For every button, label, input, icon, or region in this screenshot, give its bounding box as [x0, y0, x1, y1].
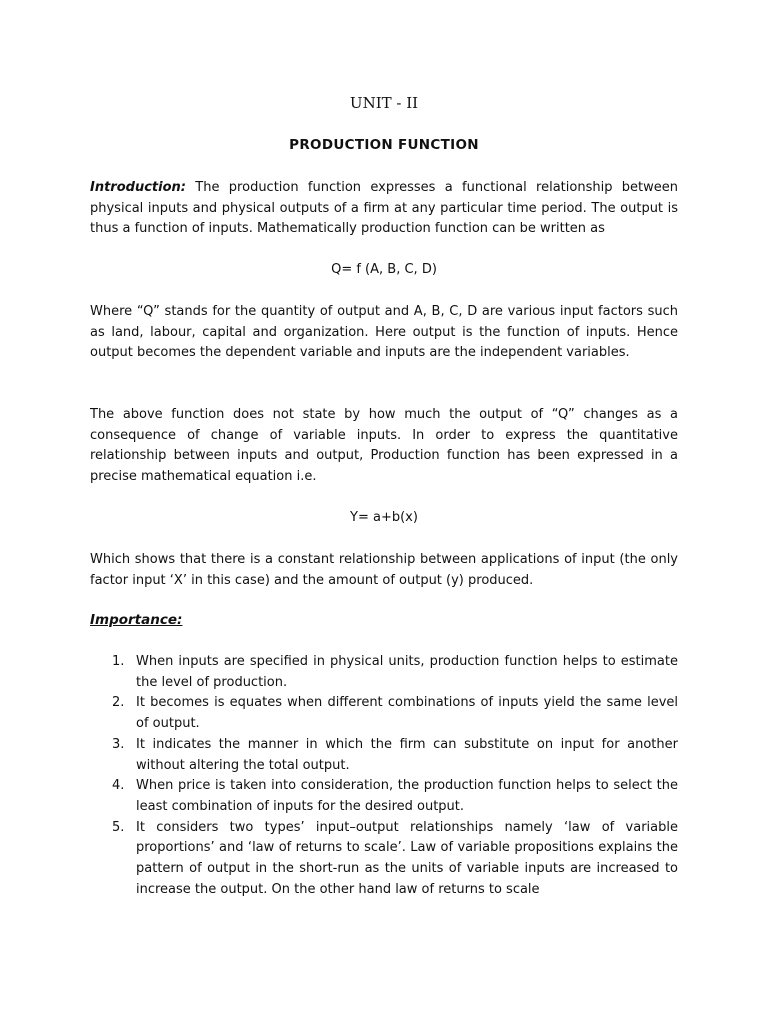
- above-function-paragraph: The above function does not state by how much the output of “Q” changes as a consequence of change of variable inputs. In order to express the quantitative relationship between inputs and output, Production function has been expressed in a precise mathematical equation i.e.: [90, 407, 678, 485]
- list-item: [90, 818, 678, 901]
- list-item-number: 1.: [112, 654, 125, 669]
- list-item-text: It considers two types’ input–output relationships namely ‘law of variable proportions’ and ‘law of returns to scale’. Law of variable propositions explains the pattern of output in the short-run as the units of variable inputs are increased to increase the output. On the other hand law of returns to scale: [136, 819, 678, 897]
- where-paragraph: Where “Q” stands for the quantity of output and A, B, C, D are various input factors such as land, labour, capital and organization. Here output is the function of inputs. Hence output becomes the dependent variable and inputs are the independent variables.: [90, 304, 678, 361]
- list-item-text: When inputs are specified in physical units, production function helps to estimate the level of production.: [136, 654, 678, 690]
- list-item: [90, 735, 678, 776]
- list-item: [90, 652, 678, 693]
- which-shows-paragraph: Which shows that there is a constant relationship between applications of input (the only factor input ‘X’ in this case) and the amount of output (y) produced.: [90, 552, 678, 588]
- linear-equation-formula: Y= a+b(x): [350, 510, 418, 525]
- importance-heading: Importance:: [90, 612, 183, 628]
- unit-title: UNIT - II: [349, 94, 419, 112]
- list-item: [90, 776, 678, 817]
- list-item-text: It indicates the manner in which the firm can substitute on input for another without altering the total output.: [136, 736, 678, 773]
- introduction-label: Introduction:: [90, 180, 186, 195]
- list-item-text: It becomes is equates when different combinations of inputs yield the same level of output.: [136, 695, 678, 732]
- introduction-text: The production function expresses a functional relationship between physical inputs and physical outputs of a firm at any particular time period. The output is thus a function of inputs. Mathematically production function can be written as: [90, 180, 678, 237]
- introduction-paragraph: [90, 178, 678, 240]
- chapter-title: PRODUCTION FUNCTION: [289, 137, 479, 153]
- importance-list: [90, 652, 678, 900]
- list-item-text: When price is taken into consideration, the production function helps to select the least combination of inputs for the desired output.: [136, 778, 678, 814]
- list-item: [90, 693, 678, 734]
- list-item-number: 4.: [112, 778, 125, 794]
- production-function-formula: Q= f (A, B, C, D): [331, 262, 437, 277]
- list-item-number: 5.: [112, 819, 125, 835]
- list-item-number: 2.: [112, 695, 125, 711]
- list-item-number: 3.: [112, 736, 125, 752]
